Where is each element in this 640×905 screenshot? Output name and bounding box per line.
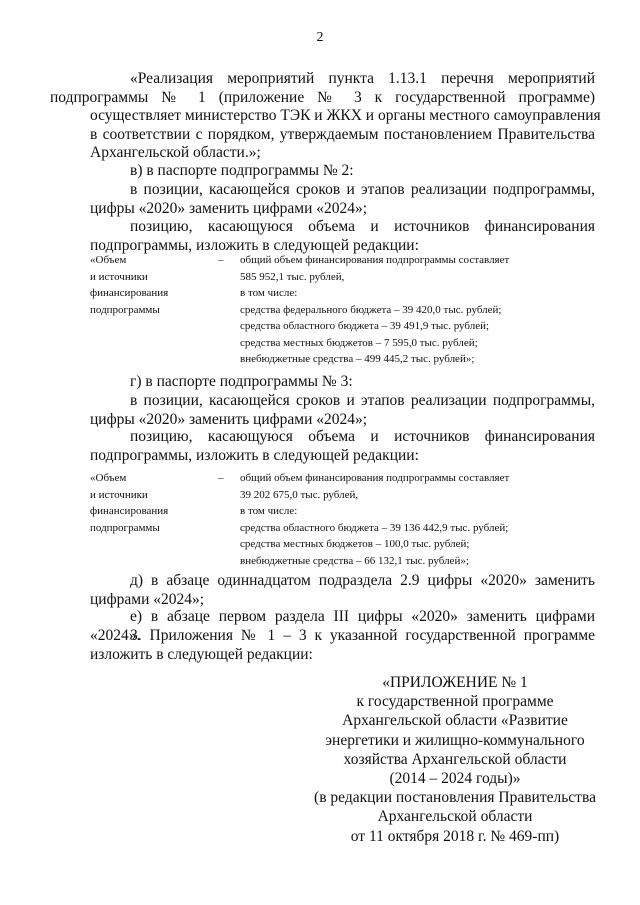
- passport-2-value: общий объем финансирования подпрограммы составляет 585 952,1 тыс. рублей, в том числе: средства федерального бюджета – 39 420,0 тыс. рублей; средства областного бюджета – 39 491,9 тыс. рублей; средства местных бюджетов – 7 595,0 тыс. рублей; внебюджетные средства – 499 445,2 тыс. рублей»;: [240, 254, 510, 365]
- passport-3-label: «Объем и источники финансирования подпрограммы: [90, 472, 169, 534]
- paragraph-3: 3. Приложения № 1 – 3 к указанной государственной программе изложить в следующей редакции:: [90, 627, 595, 663]
- intro-paragraph: [50, 70, 601, 163]
- passport-3-value: общий объем финансирования подпрограммы составляет 39 202 675,0 тыс. рублей, в том числе: средства областного бюджета – 39 136 442,9 тыс. рублей; средства местных бюджетов – 100,0 тыс. рублей; внебюджетные средства – 66 132,1 тыс. рублей»;: [240, 472, 510, 567]
- page-number: 2: [316, 30, 324, 45]
- paragraph-g: г) в паспорте подпрограммы № 3:: [130, 373, 353, 390]
- passport-3-dash: –: [218, 472, 224, 484]
- passport-2-dash: –: [218, 254, 224, 266]
- passport-2-table: [90, 252, 595, 368]
- intro-line: в соответствии с порядком, утверждаемым постановлением Правительства: [90, 125, 595, 143]
- paragraph-g-funding: позицию, касающуюся объема и источников финансирования подпрограммы, изложить в следующей редакции:: [90, 428, 595, 464]
- paragraph-v-funding: позицию, касающуюся объема и источников финансирования подпрограммы, изложить в следующей редакции:: [90, 218, 595, 254]
- intro-line: «Реализация мероприятий пункта 1.13.1 перечня мероприятий: [130, 70, 595, 87]
- passport-3-table: [90, 470, 595, 570]
- intro-line: осуществляет министерство ТЭК и ЖКХ и органы местного самоуправления: [90, 107, 601, 124]
- annex-title: «ПРИЛОЖЕНИЕ № 1: [382, 674, 528, 691]
- paragraph-d: д) в абзаце одиннадцатом подраздела 2.9 цифры «2020» заменить цифрами «2024»;: [90, 572, 595, 608]
- intro-line: Архангельской области.»;: [90, 144, 261, 161]
- paragraph-g-terms: в позиции, касающейся сроков и этапов реализации подпрограммы, цифры «2020» заменить цифрами «2024»;: [90, 392, 595, 428]
- paragraph-v-terms: в позиции, касающейся сроков и этапов реализации подпрограммы, цифры «2020» заменить цифрами «2024»;: [90, 181, 595, 217]
- paragraph-v: в) в паспорте подпрограммы № 2:: [130, 162, 354, 179]
- annex-header: «ПРИЛОЖЕНИЕ № 1 к государственной программе Архангельской области «Развитие энергетики и жилищно-коммунального хозяйства Архангельской области (2014 – 2024 годы)» (в редакции постановления Правительства Архангельской области от 11 октября 2018 г. № 469-пп): [300, 673, 610, 846]
- intro-line: подпрограммы № 1 (приложение № 3 к государственной программе): [50, 88, 595, 106]
- paragraph-e: е) в абзаце первом раздела III цифры «2020» заменить цифрами «2024».: [90, 608, 595, 644]
- passport-2-label: «Объем и источники финансирования подпрограммы: [90, 254, 169, 316]
